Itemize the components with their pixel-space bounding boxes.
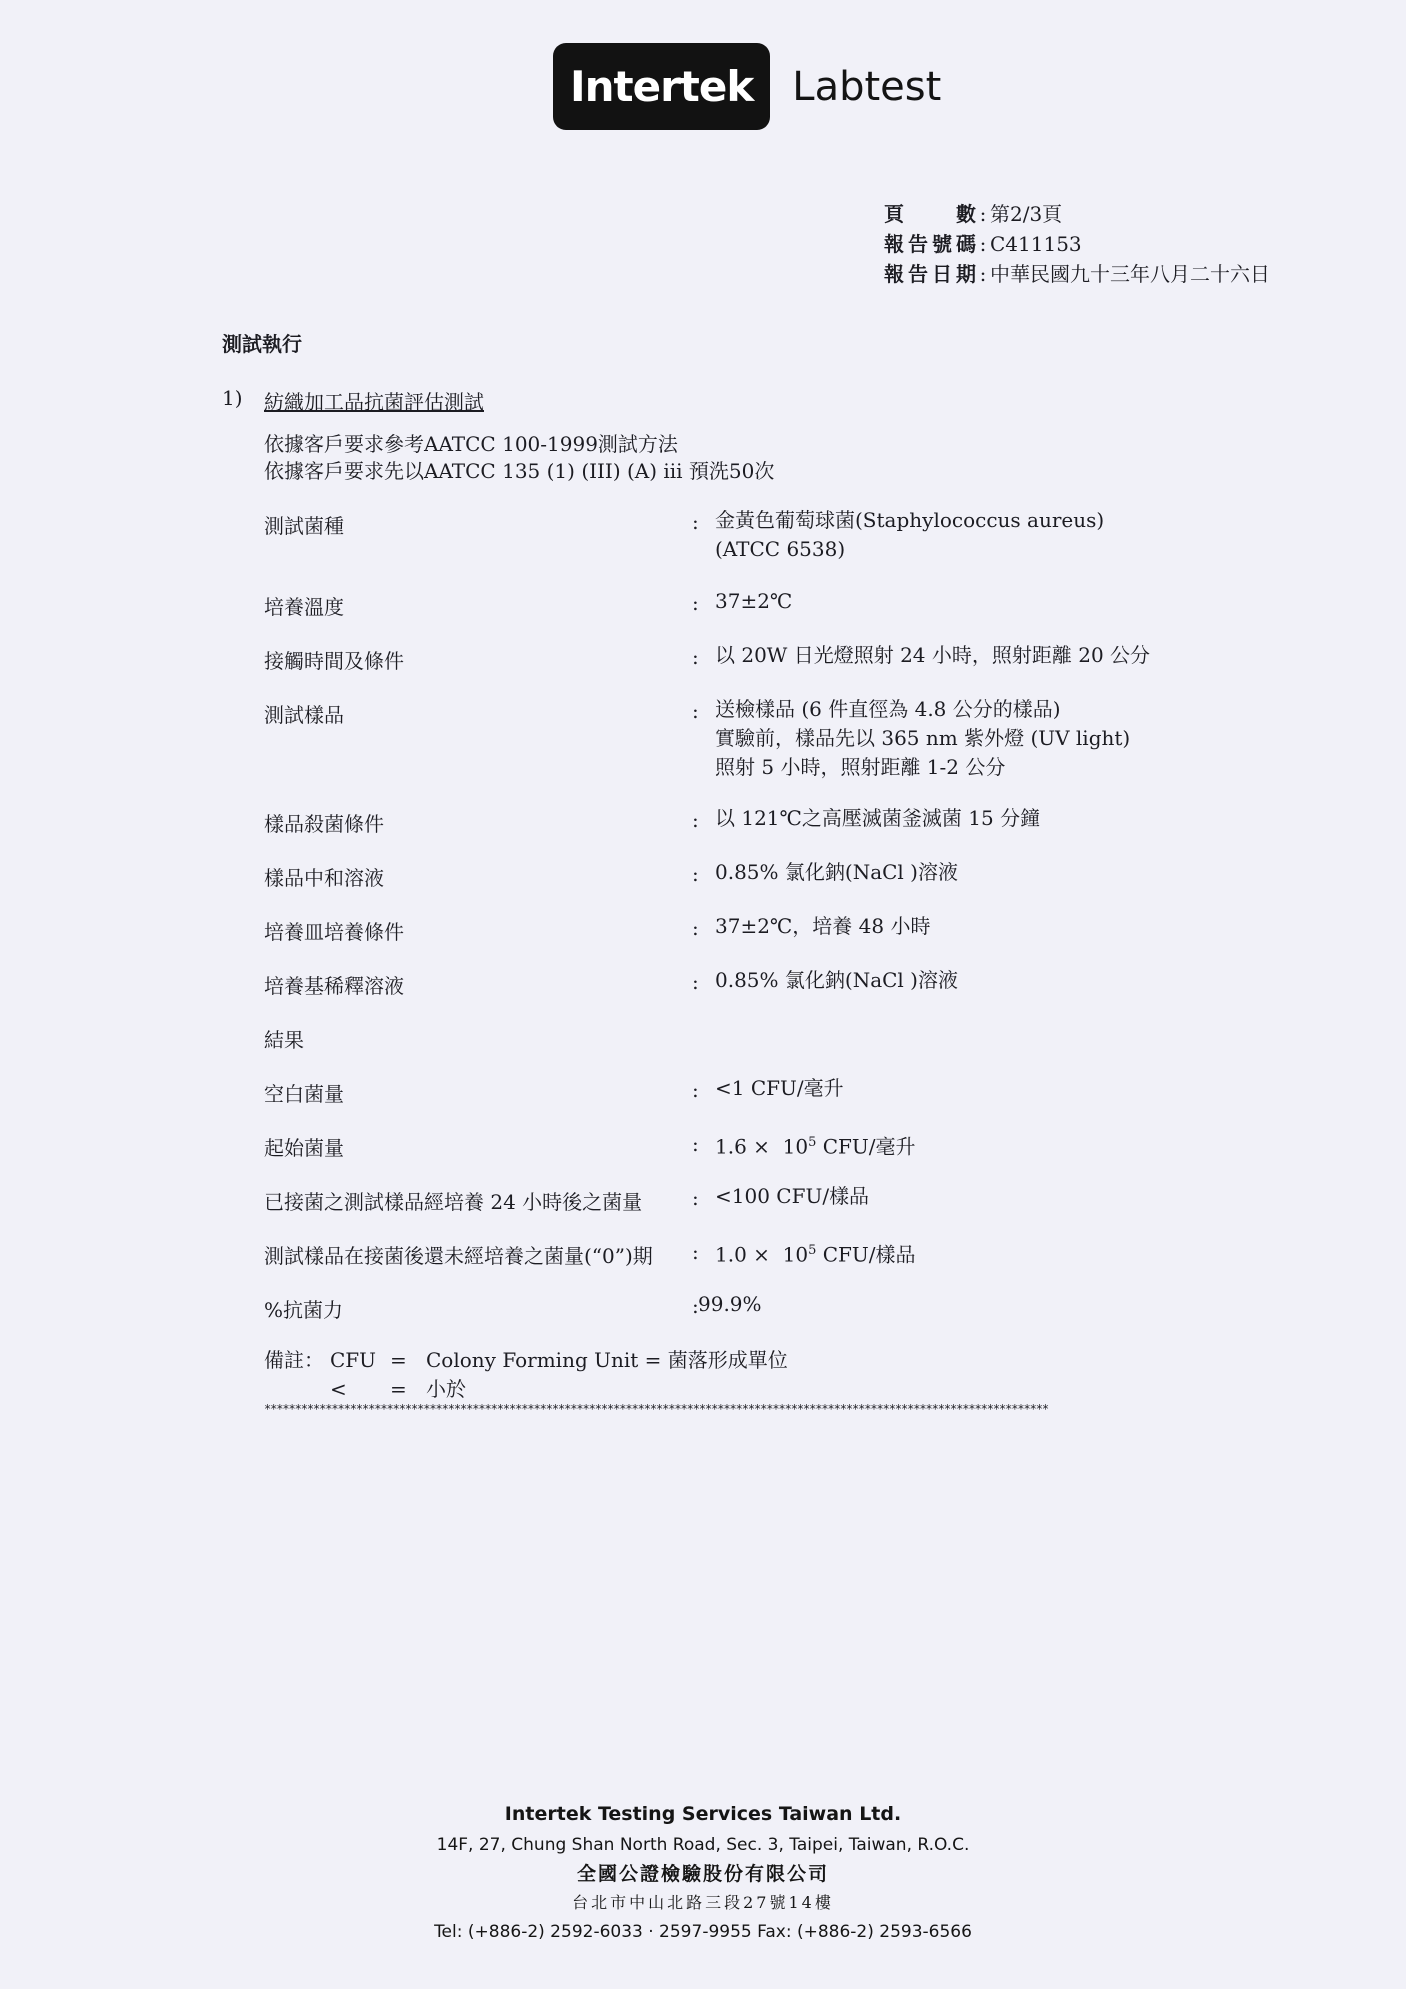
unit: CFU/樣品 (822, 1242, 916, 1267)
exponent-base: 10 (782, 1242, 809, 1267)
value-line: 金黃色葡萄球菌(Staphylococcus aureus) (715, 508, 1105, 532)
meta-report-date (884, 259, 1270, 289)
row-label: 培養皿培養條件 (264, 920, 404, 944)
footer-address-cn: 台北市中山北路三段27號14樓 (572, 1893, 834, 1912)
note-term: CFU (330, 1348, 377, 1372)
result-value: <100 CFU/樣品 (715, 1184, 870, 1208)
value-line: 37±2℃ (715, 589, 793, 613)
value-line: 送檢樣品 (6 件直徑為 4.8 公分的樣品) (715, 697, 1061, 721)
row-value (715, 506, 1104, 564)
row-colon: : (692, 1132, 699, 1156)
row-colon: : (692, 1186, 699, 1210)
note-equals: = (390, 1348, 407, 1372)
value-line: 實驗前，樣品先以 365 nm 紫外燈 (UV light) (715, 726, 1131, 750)
result-label: 測試樣品在接菌後還未經培養之菌量(“0”)期 (264, 1244, 653, 1268)
result-label: 已接菌之測試樣品經培養 24 小時後之菌量 (264, 1190, 643, 1214)
row-colon: : (692, 1078, 699, 1102)
note-prefix: 備註： (264, 1348, 324, 1372)
meta-colon: : (979, 232, 987, 256)
note-definition: Colony Forming Unit = 菌落形成單位 (426, 1348, 788, 1372)
row-label: 樣品中和溶液 (264, 866, 384, 890)
meta-colon: : (979, 202, 987, 226)
value-line: 以 20W 日光燈照射 24 小時，照射距離 20 公分 (715, 643, 1151, 667)
mantissa: 1.6 (715, 1134, 747, 1159)
report-meta (884, 199, 1270, 289)
result-label: 空白菌量 (264, 1082, 344, 1106)
meta-label: 頁數 (884, 202, 976, 226)
row-value (715, 966, 958, 995)
row-colon: : (692, 699, 699, 723)
footer-contact: Tel: (+886-2) 2592-6033 · 2597-9955 Fax: (+886-2) 2593-6566 (434, 1922, 972, 1942)
result-label: %抗菌力 (264, 1298, 344, 1322)
row-colon: : (692, 1294, 699, 1318)
note-equals: = (390, 1377, 407, 1401)
row-colon: : (692, 970, 699, 994)
row-colon: : (692, 1240, 699, 1264)
section-title: 測試執行 (222, 332, 302, 356)
row-label: 接觸時間及條件 (264, 649, 404, 673)
value-line: 37±2℃，培養 48 小時 (715, 914, 931, 938)
exponent-base: 10 (782, 1134, 809, 1159)
row-label: 樣品殺菌條件 (264, 812, 384, 836)
item-title: 紡織加工品抗菌評估測試 (264, 390, 484, 414)
separator-line: ******************************************************************************************************************************** (264, 1402, 1048, 1416)
row-colon: : (692, 862, 699, 886)
value-line: 0.85% 氯化鈉(NaCl )溶液 (715, 968, 958, 992)
row-colon: : (692, 808, 699, 832)
row-label: 培養基稀釋溶液 (264, 974, 404, 998)
results-heading: 結果 (264, 1028, 304, 1052)
unit: CFU/毫升 (822, 1134, 916, 1159)
meta-label: 報告號碼 (884, 232, 976, 256)
method-line: 依據客戶要求先以AATCC 135 (1) (III) (A) iii 預洗50次 (264, 459, 775, 483)
row-value (715, 912, 930, 941)
row-value (715, 641, 1150, 670)
logo-badge: Intertek (553, 43, 770, 130)
value-line: 以 121℃之高壓滅菌釜滅菌 15 分鐘 (715, 806, 1041, 830)
row-colon: : (692, 510, 699, 534)
result-value: <1 CFU/毫升 (715, 1076, 844, 1100)
row-value (715, 695, 1130, 782)
note-line (264, 1346, 788, 1375)
method-line: 依據客戶要求參考AATCC 100-1999測試方法 (264, 432, 678, 456)
times-sign: × (753, 1134, 770, 1159)
meta-label: 報告日期 (884, 262, 976, 286)
row-label: 測試樣品 (264, 703, 344, 727)
meta-value: C411153 (990, 232, 1082, 256)
result-label: 起始菌量 (264, 1136, 344, 1160)
meta-value: 中華民國九十三年八月二十六日 (990, 262, 1270, 286)
meta-report-number (884, 229, 1270, 259)
row-value (715, 587, 792, 616)
notes (264, 1346, 788, 1404)
mantissa: 1.0 (715, 1242, 747, 1267)
value-line: 0.85% 氯化鈉(NaCl )溶液 (715, 860, 958, 884)
result-value (715, 1236, 916, 1270)
times-sign: × (753, 1242, 770, 1267)
row-colon: : (692, 916, 699, 940)
result-value (715, 1128, 916, 1162)
exponent: 5 (808, 1243, 817, 1258)
row-colon: : (692, 591, 699, 615)
meta-value: 第2/3頁 (990, 202, 1063, 226)
row-label: 測試菌種 (264, 514, 344, 538)
footer-address: 14F, 27, Chung Shan North Road, Sec. 3, Taipei, Taiwan, R.O.C. (436, 1835, 970, 1855)
result-value: 99.9% (698, 1292, 762, 1316)
note-term: < (330, 1377, 347, 1401)
value-line: 照射 5 小時，照射距離 1-2 公分 (715, 755, 1006, 779)
value-line: (ATCC 6538) (715, 537, 846, 561)
footer-company: Intertek Testing Services Taiwan Ltd. (504, 1803, 902, 1825)
note-definition: 小於 (426, 1377, 466, 1401)
intertek-labtest-logo (553, 43, 941, 130)
footer (0, 1797, 1406, 1947)
note-line (264, 1375, 788, 1404)
exponent: 5 (808, 1135, 817, 1150)
footer-company-cn: 全國公證檢驗股份有限公司 (576, 1863, 829, 1885)
meta-colon: : (979, 262, 987, 286)
row-label: 培養溫度 (264, 595, 344, 619)
meta-page-count (884, 199, 1270, 229)
row-colon: : (692, 645, 699, 669)
item-number: 1) (222, 386, 243, 410)
row-value (715, 804, 1040, 833)
note-indent (264, 1375, 330, 1404)
logo-word: Labtest (792, 63, 942, 110)
row-value (715, 858, 958, 887)
